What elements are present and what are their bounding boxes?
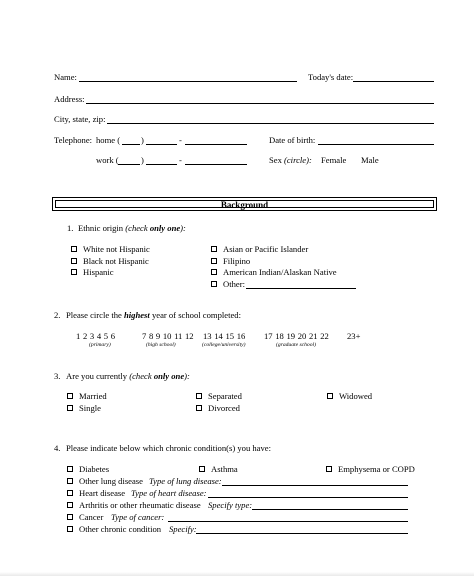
grades-23-plus[interactable]: 23+ (347, 331, 361, 341)
checkbox-emphysema-copd[interactable] (326, 466, 332, 472)
option-label: Emphysema or COPD (338, 464, 415, 474)
checkbox-heart-disease[interactable] (67, 490, 73, 496)
q2-text: Please circle the (66, 310, 122, 320)
circle-note: (circle): (284, 155, 312, 165)
q1-number: 1. (67, 223, 74, 233)
arthritis-type-field[interactable] (252, 509, 408, 510)
address-field[interactable] (86, 103, 434, 104)
dash: - (179, 135, 182, 145)
home-phone-number-field[interactable] (185, 144, 247, 145)
q2-text-suffix: year of school completed: (151, 310, 241, 320)
q2-question (66, 311, 241, 320)
checkbox-separated[interactable] (196, 393, 202, 399)
q1-note: (check (125, 223, 148, 233)
q1-question (78, 224, 186, 233)
checkbox-other-lung-disease[interactable] (67, 478, 73, 484)
q3-note: (check (129, 371, 152, 381)
q4-question: Please indicate below which chronic condition(s) you have: (66, 443, 271, 453)
home-phone-label: home ( (96, 135, 121, 145)
q1-note-emph: only one (149, 223, 181, 233)
checkbox-cancer[interactable] (67, 514, 73, 520)
lung-type-field[interactable] (222, 485, 408, 486)
page-bottom-edge (0, 572, 474, 576)
city-state-zip-field[interactable] (107, 123, 434, 124)
telephone-label: Telephone: (54, 135, 93, 145)
date-of-birth-field[interactable] (318, 144, 434, 145)
cancer-type-field[interactable] (168, 521, 408, 522)
q2-emph: highest (124, 310, 150, 320)
name-label: Name: (54, 72, 77, 82)
sex-female-option[interactable]: Female (321, 155, 347, 165)
date-of-birth-label: Date of birth: (269, 135, 316, 145)
lung-type-label: Type of lung disease: (149, 476, 222, 486)
heart-type-label: Type of heart disease: (131, 488, 207, 498)
checkbox-black-not-hispanic[interactable] (71, 258, 77, 264)
option-label: Other: (223, 279, 245, 289)
option-label: Married (79, 391, 107, 401)
option-label: Hispanic (83, 267, 114, 277)
primary-label: (primary) (89, 342, 111, 348)
option-label: Divorced (208, 403, 240, 413)
section-header-background (52, 197, 437, 211)
option-label: Cancer (79, 512, 104, 522)
grades-high-school[interactable]: 7 8 9 10 11 12 (142, 331, 194, 341)
checkbox-american-indian[interactable] (211, 269, 217, 275)
q3-question (66, 372, 190, 381)
option-label: White not Hispanic (83, 244, 150, 254)
option-label: Asthma (211, 464, 238, 474)
q1-note-suffix: ): (180, 223, 186, 233)
q4-number: 4. (54, 443, 61, 453)
checkbox-asthma[interactable] (199, 466, 205, 472)
section-title: Background (220, 200, 269, 210)
option-label: Other lung disease (79, 476, 143, 486)
name-field[interactable] (79, 81, 297, 82)
checkbox-other-ethnic[interactable] (211, 281, 217, 287)
work-phone-prefix-field[interactable] (146, 164, 177, 165)
checkbox-other-chronic[interactable] (67, 526, 73, 532)
cancer-type-label: Type of cancer: (111, 512, 165, 522)
checkbox-filipino[interactable] (211, 258, 217, 264)
home-phone-prefix-field[interactable] (146, 144, 177, 145)
checkbox-divorced[interactable] (196, 405, 202, 411)
high-school-label: (high school) (146, 342, 176, 348)
q3-text: Are you currently (66, 371, 128, 381)
option-label: Heart disease (79, 488, 126, 498)
checkbox-single[interactable] (67, 405, 73, 411)
option-label: Single (79, 403, 101, 413)
heart-type-field[interactable] (208, 497, 408, 498)
paren-close: ) (141, 155, 144, 165)
option-label: Other chronic condition (79, 524, 162, 534)
arthritis-type-label: Specify type: (208, 500, 253, 510)
city-state-zip-label: City, state, zip: (54, 114, 106, 124)
address-label: Address: (54, 94, 85, 104)
college-label: (college/university) (202, 342, 246, 348)
grades-college[interactable]: 13 14 15 16 (203, 331, 246, 341)
q2-number: 2. (54, 310, 61, 320)
grades-graduate[interactable]: 17 18 19 20 21 22 (264, 331, 329, 341)
option-label: Asian or Pacific Islander (223, 244, 309, 254)
checkbox-hispanic[interactable] (71, 269, 77, 275)
home-area-code-field[interactable] (122, 144, 140, 145)
checkbox-widowed[interactable] (327, 393, 333, 399)
option-label: Separated (208, 391, 242, 401)
paren-close: ) (141, 135, 144, 145)
option-label: Widowed (339, 391, 373, 401)
checkbox-white-not-hispanic[interactable] (71, 246, 77, 252)
q3-note-emph: only one (153, 371, 185, 381)
todays-date-field[interactable] (353, 81, 434, 82)
other-chronic-field[interactable] (196, 533, 408, 534)
work-phone-number-field[interactable] (185, 164, 247, 165)
option-label: American Indian/Alaskan Native (223, 267, 337, 277)
todays-date-label: Today's date: (308, 72, 354, 82)
graduate-label: (graduate school) (276, 342, 316, 348)
checkbox-married[interactable] (67, 393, 73, 399)
checkbox-arthritis[interactable] (67, 502, 73, 508)
checkbox-diabetes[interactable] (67, 466, 73, 472)
dash: - (179, 155, 182, 165)
checkbox-asian-pacific-islander[interactable] (211, 246, 217, 252)
q1-text: Ethnic origin (78, 223, 124, 233)
work-area-code-field[interactable] (118, 164, 140, 165)
other-ethnic-field[interactable] (246, 288, 356, 289)
option-label: Arthritis or other rheumatic disease (79, 500, 201, 510)
grades-primary[interactable]: 1 2 3 4 5 6 (76, 331, 116, 341)
q3-note-suffix: ): (184, 371, 190, 381)
option-label: Filipino (223, 256, 251, 266)
sex-male-option[interactable]: Male (361, 155, 379, 165)
sex-label: Sex (269, 155, 282, 165)
other-specify-label: Specify: (169, 524, 197, 534)
work-phone-label: work ( (96, 155, 119, 165)
option-label: Black not Hispanic (83, 256, 149, 266)
q3-number: 3. (54, 371, 61, 381)
option-label: Diabetes (79, 464, 110, 474)
